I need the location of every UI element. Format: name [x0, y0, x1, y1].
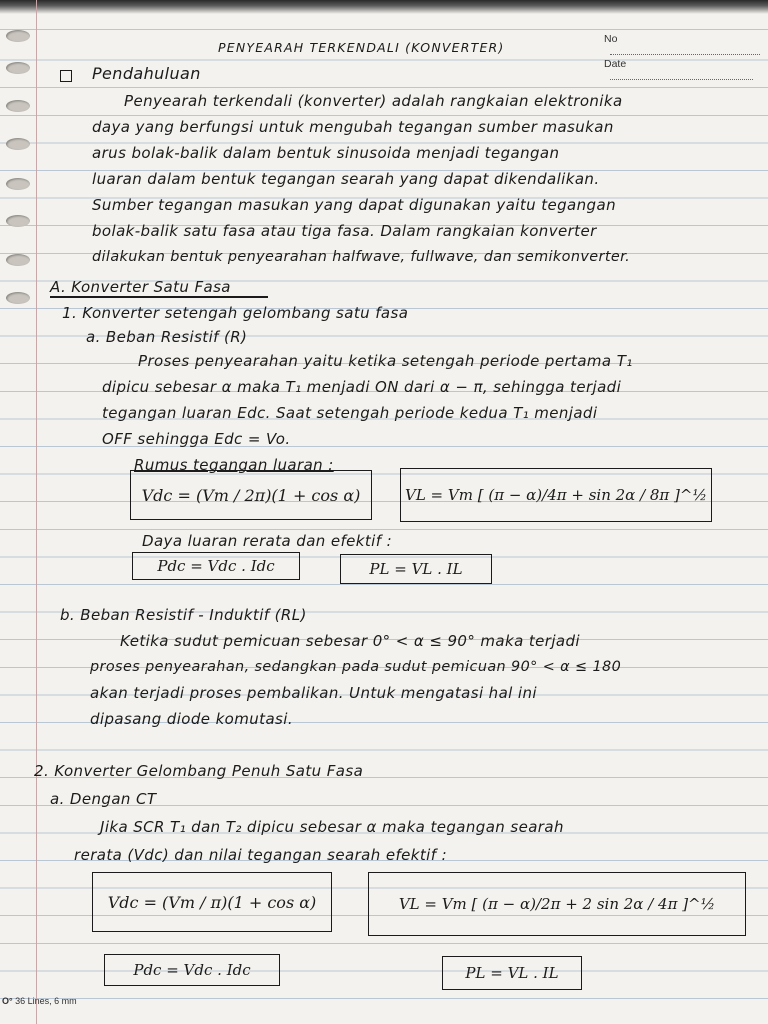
subsection-heading: 2. Konverter Gelombang Penuh Satu Fasa: [34, 762, 364, 780]
margin-line: [36, 0, 37, 1024]
body-line: OFF sehingga Edc = Vo.: [102, 430, 291, 448]
body-line: rerata (Vdc) dan nilai tegangan searah efektif :: [74, 846, 448, 864]
body-line: Proses penyearahan yaitu ketika setengah periode pertama T₁: [138, 352, 633, 370]
no-label: No: [604, 33, 618, 45]
no-date-box: [604, 33, 768, 83]
intro-line: Penyearah terkendali (konverter) adalah rangkaian elektronika: [124, 92, 623, 110]
subsection-heading: a. Beban Resistif (R): [86, 328, 248, 346]
subsection-heading: b. Beban Resistif - Induktif (RL): [60, 606, 307, 624]
formula-vdc-half: Vdc = (Vm / 2π)(1 + cos α): [130, 470, 372, 520]
intro-line: Sumber tegangan masukan yang dapat digunakan yaitu tegangan: [92, 196, 616, 214]
body-line: proses penyearahan, sedangkan pada sudut pemicuan 90° < α ≤ 180: [90, 659, 622, 675]
spiral-holes: [0, 0, 30, 1024]
formula-vl-half: VL = Vm [ (π − α)/4π + sin 2α / 8π ]^½: [400, 468, 712, 522]
formula-label: Rumus tegangan luaran :: [134, 456, 334, 474]
footer-note: [2, 996, 77, 1006]
intro-line: arus bolak-balik dalam bentuk sinusoida menjadi tegangan: [92, 144, 560, 162]
body-line: akan terjadi proses pembalikan. Untuk mengatasi hal ini: [90, 684, 537, 702]
section-heading: A. Konverter Satu Fasa: [50, 278, 231, 296]
line-spec: 36 Lines, 6 mm: [15, 996, 77, 1006]
formula-pl-full: PL = VL . IL: [442, 956, 582, 990]
heading-underline: [50, 296, 268, 298]
formula-pdc-full: Pdc = Vdc . Idc: [104, 954, 280, 986]
body-line: dipasang diode komutasi.: [90, 710, 293, 728]
subsection-heading: a. Dengan CT: [50, 790, 157, 808]
checkbox-icon: [60, 70, 72, 82]
formula-vdc-full: Vdc = (Vm / π)(1 + cos α): [92, 872, 332, 932]
intro-line: daya yang berfungsi untuk mengubah tegangan sumber masukan: [92, 118, 614, 136]
body-line: tegangan luaran Edc. Saat setengah periode kedua T₁ menjadi: [102, 404, 598, 422]
intro-heading: Pendahuluan: [92, 64, 201, 83]
date-label: Date: [604, 58, 627, 70]
subsection-heading: 1. Konverter setengah gelombang satu fasa: [62, 304, 409, 322]
body-line: Jika SCR T₁ dan T₂ dipicu sebesar α maka tegangan searah: [100, 818, 564, 836]
formula-pl-half: PL = VL . IL: [340, 554, 492, 584]
brand-mark: O°: [2, 996, 13, 1006]
formula-vl-full: VL = Vm [ (π − α)/2π + 2 sin 2α / 4π ]^½: [368, 872, 746, 936]
page-top-edge: [0, 0, 768, 14]
body-line: dipicu sebesar α maka T₁ menjadi ON dari α − π, sehingga terjadi: [102, 378, 622, 396]
intro-line: bolak-balik satu fasa atau tiga fasa. Dalam rangkaian konverter: [92, 222, 597, 240]
intro-line: dilakukan bentuk penyearahan halfwave, fullwave, dan semikonverter.: [92, 249, 631, 265]
power-label: Daya luaran rerata dan efektif :: [142, 532, 393, 550]
formula-pdc-half: Pdc = Vdc . Idc: [132, 552, 300, 580]
page-title: PENYEARAH TERKENDALI (KONVERTER): [218, 40, 505, 55]
body-line: Ketika sudut pemicuan sebesar 0° < α ≤ 90° maka terjadi: [120, 632, 580, 650]
intro-line: luaran dalam bentuk tegangan searah yang dapat dikendalikan.: [92, 170, 600, 188]
